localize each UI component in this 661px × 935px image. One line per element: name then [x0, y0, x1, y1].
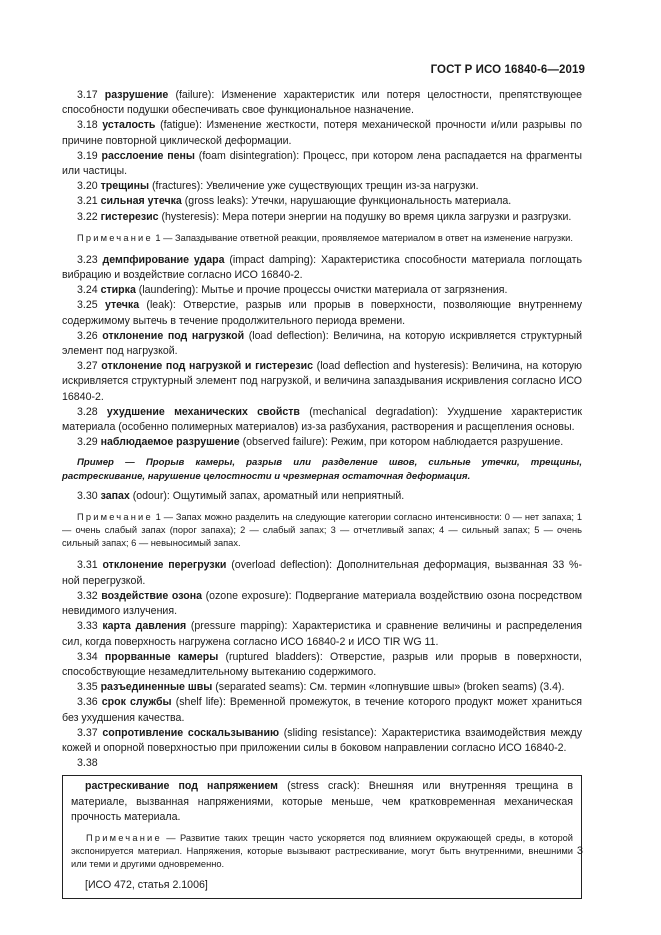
term-3-29: [62, 435, 582, 450]
term-definition: (shelf life): Временной промежуток, в течение которого продукт может храниться без ухудшения качества.: [62, 696, 582, 724]
term-name: растрескивание под напряжением: [85, 780, 279, 793]
term-name: отклонение под нагрузкой и гистерезис: [101, 360, 314, 373]
term-3-26: [62, 329, 582, 359]
note-text: 1 — Запах можно разделить на следующие категории согласно интенсивности: 0 — нет запаха; 1 — очень слабый запах (порог запаха); 2 — слабый запах; 3 — отчетливый запах; 4 — сильный запах; 5 — очень сильный запах; 6 — невыносимый запах.: [62, 512, 582, 549]
term-definition: (laundering): Мытье и прочие процессы очистки материала от загрязнения.: [135, 284, 508, 297]
note-label: Примечание: [77, 232, 153, 243]
term-definition: (load deflection): Величина, на которую искривляется структурный элемент под нагрузкой.: [62, 329, 582, 358]
term-name: запах: [100, 490, 130, 503]
term-3-18: [62, 118, 582, 148]
term-definition: (mechanical degradation): Ухудшение характеристик материала (особенно полимерных материалов) из-за разбухания, растворения и расщепления основы.: [62, 405, 582, 434]
term-number: 3.33: [77, 620, 98, 633]
term-number: 3.28: [77, 405, 98, 418]
term-number: 3.23: [77, 253, 98, 266]
term-number: 3.35: [77, 681, 98, 694]
term-name: разрушение: [104, 89, 169, 101]
term-name: отклонение перегрузки: [102, 559, 227, 572]
term-3-30: [62, 489, 582, 504]
term-definition: (gross leaks): Утечки, нарушающие функциональность материала.: [181, 195, 512, 208]
term-3-35: [62, 680, 582, 695]
term-number: 3.30: [77, 490, 98, 503]
term-number: 3.36: [77, 696, 98, 709]
note-3-30: [62, 511, 582, 550]
note-text: — Развитие таких трещин часто ускоряется под влиянием окружающей среды, в которой экспонируется материал. Напряжения, которые вызывают растрескивание, могут быть внутренними, внешними или теми и другими одновременно.: [71, 832, 573, 869]
term-name: разъединенные швы: [100, 681, 213, 694]
term-number: 3.24: [77, 284, 98, 297]
term-definition: (hysteresis): Мера потери энергии на подушку во время цикла загрузки и разгрузки.: [158, 210, 572, 223]
term-number: 3.34: [77, 650, 98, 663]
term-name: стирка: [100, 284, 136, 297]
term-definition: (overload deflection): Дополнительная деформация, вызванная 33 %-ной перегрузкой.: [62, 559, 582, 587]
term-definition: (separated seams): См. термин «лопнувшие швы» (broken seams) (3.4).: [212, 681, 565, 694]
term-definition: (impact damping): Характеристика способности материала поглощать вибрацию и воздействие согласно ИСО 16840-2.: [62, 253, 582, 282]
term-definition: (foam disintegration): Процесс, при котором лена распадается на фрагменты или частицы.: [62, 149, 582, 178]
term-3-31: [62, 558, 582, 588]
term-number: 3.25: [77, 299, 98, 312]
term-3-19: [62, 149, 582, 179]
term-number: 3.38: [77, 757, 98, 770]
boxed-term-definition: [71, 779, 573, 825]
term-name: сильная утечка: [100, 195, 182, 208]
note-3-22: [62, 232, 582, 245]
boxed-note: [71, 832, 573, 871]
term-number: 3.29: [77, 436, 98, 449]
term-number: 3.22: [77, 210, 98, 223]
term-number: 3.21: [77, 195, 98, 208]
term-definition: (odour): Ощутимый запах, ароматный или неприятный.: [129, 490, 405, 503]
page-number: 3: [576, 845, 583, 857]
term-definition: (pressure mapping): Характеристика и сравнение величины и распределения сил, когда поверхность нагружена согласно ИСО 16840-2 и ИСО TIR WG 11.: [62, 620, 582, 648]
term-3-22: [62, 210, 582, 225]
term-number: 3.18: [77, 119, 98, 132]
term-name: воздействие озона: [101, 589, 202, 602]
term-name: трещины: [100, 180, 150, 193]
term-definition: (ozone exposure): Подвергание материала воздействию озона посредством невидимого излучения.: [62, 589, 582, 618]
term-name: прорванные камеры: [104, 650, 219, 663]
term-definition: (fractures): Увеличение уже существующих трещин из-за нагрузки.: [149, 180, 479, 193]
term-number: 3.20: [77, 180, 98, 193]
term-3-36: [62, 695, 582, 725]
term-3-37: [62, 726, 582, 756]
term-definition: (load deflection and hysteresis): Величина, на которую искривляется структурный элемент под нагрузкой, и величина запаздывания искривления согласно ИСО 16840-2.: [62, 360, 582, 403]
term-definition: (sliding resistance): Характеристика взаимодействия между кожей и опорной поверхностью при приложении силы в боковом направлении согласно ИСО 16840-2.: [62, 726, 582, 754]
note-text: 1 — Запаздывание ответной реакции, проявляемое материалом в ответ на изменение нагрузки.: [152, 232, 573, 243]
term-number: 3.31: [77, 559, 98, 572]
source-reference: [ИСО 472, статья 2.1006]: [85, 878, 208, 891]
term-3-33: [62, 619, 582, 649]
term-3-21: [62, 194, 582, 209]
term-name: демпфирование удара: [102, 253, 225, 266]
term-definition: (fatigue): Изменение жесткости, потеря механической прочности и/или разрывы по причине повторной циклической деформации.: [62, 119, 582, 147]
document-code-header: ГОСТ Р ИСО 16840-6—2019: [430, 64, 585, 76]
term-name: гистерезис: [100, 210, 159, 223]
term-3-38: [62, 756, 582, 771]
example-3-29: Пример — Прорыв камеры, разрыв или разделение швов, сильные утечки, трещины, растрескивание, нарушение целостности и чрезмерная остаточная деформация.: [62, 457, 582, 482]
term-3-23: [62, 253, 582, 283]
term-number: 3.17: [77, 89, 98, 101]
note-label: Примечание: [77, 512, 153, 523]
note-label: Примечание: [86, 832, 162, 843]
term-definition: (ruptured bladders): Отверстие, разрыв или прорыв в поверхности, способствующие незамедлительному вытеканию содержимого.: [62, 650, 582, 678]
term-definition: (stress crack): Внешняя или внутренняя трещина в материале, вызванная напряжениями, которые меньше, чем кратковременная механическая прочность материала.: [71, 780, 573, 823]
term-name: расслоение пены: [101, 149, 195, 162]
term-number: 3.27: [77, 360, 98, 373]
term-3-24: [62, 283, 582, 298]
term-name: наблюдаемое разрушение: [100, 436, 240, 449]
term-3-17: [62, 88, 582, 118]
term-3-28: [62, 405, 582, 435]
term-number: 3.19: [77, 149, 98, 162]
term-number: 3.37: [77, 726, 98, 739]
term-name: сопротивление соскальзыванию: [102, 726, 280, 739]
term-name: отклонение под нагрузкой: [102, 329, 245, 342]
term-definition: (observed failure): Режим, при котором наблюдается разрушение.: [239, 436, 564, 449]
term-name: усталость: [102, 119, 156, 132]
term-name: срок службы: [101, 696, 172, 709]
term-3-32: [62, 589, 582, 619]
term-number: 3.32: [77, 589, 98, 602]
term-3-27: [62, 359, 582, 405]
term-3-25: [62, 298, 582, 328]
term-3-20: [62, 179, 582, 194]
term-definition: (failure): Изменение характеристик или потеря целостности, препятствующее способности подушки обеспечивать свое функциональное назначение.: [62, 89, 582, 117]
term-3-38-box: [62, 775, 582, 899]
term-name: утечка: [104, 299, 140, 312]
term-name: карта давления: [102, 620, 187, 633]
term-number: 3.26: [77, 329, 98, 342]
term-3-34: [62, 650, 582, 680]
term-definition: (leak): Отверстие, разрыв или прорыв в поверхности, позволяющие внутреннему содержимому вытечь в течение продолжительного периода времени.: [62, 299, 582, 327]
document-body: [62, 88, 582, 899]
term-name: ухудшение механических свойств: [106, 405, 300, 418]
